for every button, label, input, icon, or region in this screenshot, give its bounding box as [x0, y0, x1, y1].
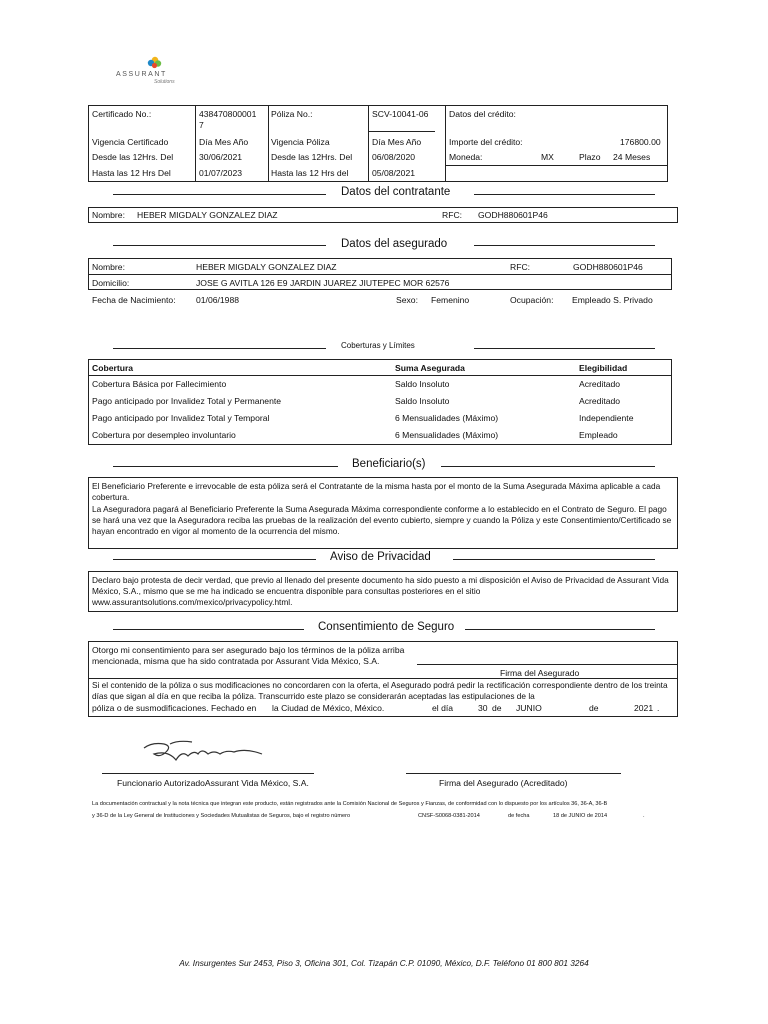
desde-cert-value: 30/06/2021 — [199, 152, 243, 162]
certificado-value-1: 438470800001 — [199, 109, 257, 119]
contratante-nombre-label: Nombre: — [92, 210, 125, 220]
cobertura-row-1: Cobertura Básica por Fallecimiento — [92, 379, 227, 389]
vigencia-poliza-value: Día Mes Año — [372, 137, 422, 147]
legal-line-2: y 36-D de la Ley General de Instituciones y Sociedades Mutualistas de Seguros, bajo el registro número — [92, 813, 351, 819]
fechado-dia: 30 — [478, 703, 488, 713]
hasta-pol-label: Hasta las 12 Hrs del — [271, 168, 349, 178]
asegurado-fecha-value: 01/06/1988 — [196, 295, 240, 305]
asegurado-sexo-label: Sexo: — [396, 295, 418, 305]
fechado-el-dia: el día — [432, 703, 454, 713]
footer-address: Av. Insurgentes Sur 2453, Piso 3, Oficina 301, Col. Tizapán C.P. 01090, México, D.F. Teléfono 01 800 801 3264 — [179, 958, 589, 968]
vigencia-poliza-label: Vigencia Póliza — [271, 137, 330, 147]
cobertura-eleg-2: Acreditado — [579, 396, 621, 406]
asegurado-nombre-label: Nombre: — [92, 262, 125, 272]
desde-cert-label: Desde las 12Hrs. Del — [92, 152, 174, 162]
asegurado-rfc-label: RFC: — [510, 262, 531, 272]
logo-sub: Solutions — [154, 79, 175, 85]
firma-asegurado-label: Firma del Asegurado — [500, 668, 580, 678]
cobertura-suma-2: Saldo Insoluto — [395, 396, 450, 406]
logo-mark — [108, 52, 198, 88]
cobertura-suma-1: Saldo Insoluto — [395, 379, 450, 389]
logo-brand: ASSURANT — [116, 71, 167, 78]
cobertura-row-2: Pago anticipado por Invalidez Total y Permanente — [92, 396, 282, 406]
certificado-value-2: 7 — [199, 120, 204, 130]
fechado-label: póliza o de susmodificaciones. Fechado en — [92, 703, 257, 713]
fechado-ciudad: la Ciudad de México, México. — [272, 703, 385, 713]
desde-pol-label: Desde las 12Hrs. Del — [271, 152, 353, 162]
asegurado-rfc-value: GODH880601P46 — [573, 262, 643, 272]
fechado-mes: JUNIO — [516, 703, 542, 713]
funcionario-label: Funcionario AutorizadoAssurant Vida México, S.A. — [117, 778, 309, 788]
firma-acreditado-label: Firma del Asegurado (Acreditado) — [439, 778, 568, 788]
legal-fecha: 18 de JUNIO de 2014 — [553, 813, 608, 819]
contratante-title: Datos del contratante — [341, 186, 451, 198]
coberturas-header-cobertura: Cobertura — [92, 363, 134, 373]
plazo-value: 24 Meses — [613, 152, 651, 162]
moneda-value: MX — [541, 152, 554, 162]
beneficiario-text-2: La Aseguradora pagará al Beneficiario Preferente la Suma Asegurada Máxima correspondiente conforme a lo establecido en el Contrato de Seguro. El pago se hará una vez que la Aseguradora reciba las pruebas de la realización del evento cubierto, siempre y cuando la Póliza y este Consentimiento/Certificado se hayan encontrado en vigor al momento de la ocurrencia del mismo. — [92, 504, 672, 536]
asegurado-sexo-value: Femenino — [431, 295, 470, 305]
moneda-label: Moneda: — [449, 152, 483, 162]
asegurado-domicilio-value: JOSE G AVITLA 126 E9 JARDIN JUAREZ JIUTEPEC MOR 62576 — [196, 278, 450, 288]
datos-credito-label: Datos del crédito: — [449, 109, 516, 119]
beneficiario-title: Beneficiario(s) — [352, 458, 426, 470]
coberturas-title: Coberturas y Límites — [341, 341, 415, 350]
coberturas-header-suma: Suma Asegurada — [395, 363, 465, 373]
coberturas-header-elegibilidad: Elegibilidad — [579, 363, 628, 373]
cobertura-row-4: Cobertura por desempleo involuntario — [92, 430, 236, 440]
fechado-de-2: de — [589, 703, 599, 713]
cobertura-eleg-4: Empleado — [579, 430, 618, 440]
privacidad-text: Declaro bajo protesta de decir verdad, que previo al llenado del presente documento ha sido puesto a mi disposición el Aviso de Privacidad de Assurant Vida México, S.A., mismo que se me ha indicado se encuentra disponible para consultas posteriores en el sitio www.assurantsolutions.com/mexico/privacypolicy.html. — [92, 575, 669, 607]
importe-label: Importe del crédito: — [449, 137, 523, 147]
plazo-label: Plazo — [579, 152, 601, 162]
consentimiento-line-2: mencionada, misma que ha sido contratada por Assurant Vida México, S.A. — [92, 656, 380, 666]
fechado-de-1: de — [492, 703, 502, 713]
cobertura-suma-3: 6 Mensualidades (Máximo) — [395, 413, 499, 423]
asegurado-ocupacion-label: Ocupación: — [510, 295, 554, 305]
contratante-nombre-value: HEBER MIGDALY GONZALEZ DIAZ — [137, 210, 278, 220]
consentimiento-line-1: Otorgo mi consentimiento para ser asegurado bajo los términos de la póliza arriba — [92, 645, 405, 655]
legal-dot: . — [643, 813, 645, 819]
consentimiento-text-2: Si el contenido de la póliza o sus modificaciones no concordaren con la oferta, el Asegurado podrá pedir la rectificación correspondiente dentro de los treinta días que sigan al día en que reciba la póliza. Transcurrido este plazo se considerarán aceptadas las estipulaciones de la — [92, 680, 668, 701]
funcionario-signature — [142, 738, 272, 772]
fechado-punto: . — [657, 703, 660, 713]
hasta-cert-value: 01/07/2023 — [199, 168, 243, 178]
certificado-label: Certificado No.: — [92, 109, 152, 119]
poliza-value: SCV-10041-06 — [372, 109, 429, 119]
contratante-rfc-value: GODH880601P46 — [478, 210, 548, 220]
cobertura-eleg-3: Independiente — [579, 413, 634, 423]
hasta-pol-value: 05/08/2021 — [372, 168, 416, 178]
cobertura-row-3: Pago anticipado por Invalidez Total y Temporal — [92, 413, 270, 423]
poliza-label: Póliza No.: — [271, 109, 313, 119]
legal-line-1: La documentación contractual y la nota técnica que integran este producto, están registrados ante la Comisión Nacional de Seguros y Fianzas, de conformidad con lo dispuesto por los artículos 36, 36-A, 36-B — [92, 801, 608, 807]
company-logo — [108, 52, 198, 88]
asegurado-title: Datos del asegurado — [341, 238, 448, 250]
asegurado-fecha-label: Fecha de Nacimiento: — [92, 295, 176, 305]
hasta-cert-label: Hasta las 12 Hrs Del — [92, 168, 171, 178]
legal-de-fecha: de fecha — [508, 813, 530, 819]
desde-pol-value: 06/08/2020 — [372, 152, 416, 162]
vigencia-certificado-value: Día Mes Año — [199, 137, 249, 147]
beneficiario-text-1: El Beneficiario Preferente e irrevocable de esta póliza será el Contratante de la misma hasta por el monto de la Suma Asegurada Máxima aplicable a cada cobertura. — [92, 481, 661, 502]
privacidad-title: Aviso de Privacidad — [330, 551, 431, 563]
importe-value: 176800.00 — [620, 137, 661, 147]
consentimiento-title: Consentimiento de Seguro — [318, 621, 455, 633]
asegurado-nombre-value: HEBER MIGDALY GONZALEZ DIAZ — [196, 262, 337, 272]
vigencia-certificado-label: Vigencia Certificado — [92, 137, 169, 147]
legal-registro: CNSF-S0068-0381-2014 — [418, 813, 480, 819]
asegurado-domicilio-label: Domicilio: — [92, 278, 130, 288]
cobertura-eleg-1: Acreditado — [579, 379, 621, 389]
cobertura-suma-4: 6 Mensualidades (Máximo) — [395, 430, 499, 440]
asegurado-ocupacion-value: Empleado S. Privado — [572, 295, 653, 305]
fechado-anio: 2021 — [634, 703, 654, 713]
contratante-rfc-label: RFC: — [442, 210, 463, 220]
